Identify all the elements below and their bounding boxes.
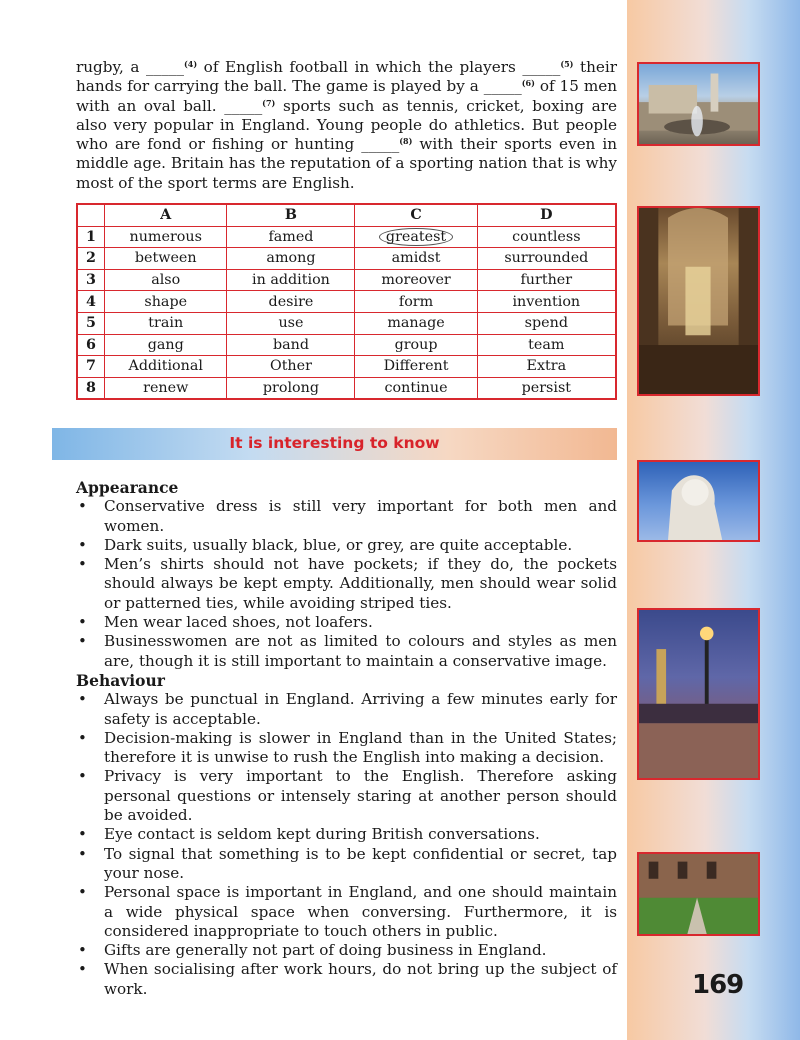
header-blank	[77, 204, 105, 226]
row-number: 2	[77, 248, 105, 270]
option-b: famed	[227, 226, 355, 248]
row-number: 4	[77, 291, 105, 313]
footnote-8: (8)	[399, 136, 413, 147]
page-number: 169	[692, 970, 744, 1000]
option-b: prolong	[227, 377, 355, 399]
option-d: Extra	[477, 356, 616, 378]
option-d: invention	[477, 291, 616, 313]
photo-big-ben-night	[637, 608, 760, 780]
header-a: A	[105, 204, 227, 226]
photo-city-square	[637, 62, 760, 146]
option-a: between	[105, 248, 227, 270]
behaviour-heading: Behaviour	[76, 670, 165, 690]
option-a: renew	[105, 377, 227, 399]
row-number: 6	[77, 334, 105, 356]
table-row	[77, 248, 616, 270]
bullet-icon: •	[78, 690, 87, 709]
photo-lion-statue	[637, 460, 760, 542]
option-c	[355, 226, 477, 248]
row-number: 8	[77, 377, 105, 399]
bullet-icon: •	[78, 632, 87, 651]
bullet-icon: •	[78, 613, 87, 632]
intro-paragraph: rugby, a _____$^{(4)}$ of English football in which the players _____$^{(5)}$ their hands for carrying the ball. The game is played by a _____$^{(6)}$ of 15 men with an oval ball. _____$^{(7)}$ sports such as tennis, cricket, boxing are also very popular in England. Young people do athletics. But people who are fond or fishing or hunting _____$^{(8)}$ with their sports even in middle age. Britain has the reputation of a sporting nation that is why most of the sport terms are English.	[76, 58, 617, 192]
table-row	[77, 377, 616, 399]
option-d: persist	[477, 377, 616, 399]
photo-cathedral-interior	[637, 206, 760, 396]
option-c: group	[355, 334, 477, 356]
option-d: surrounded	[477, 248, 616, 270]
table-row	[77, 334, 616, 356]
list-item: • Eye contact is seldom kept during British conversations.	[78, 825, 540, 844]
option-b: use	[227, 312, 355, 334]
option-d: countless	[477, 226, 616, 248]
list-item: • Gifts are generally not part of doing business in England.	[78, 941, 547, 960]
bullet-icon: •	[78, 941, 87, 960]
header-d: D	[477, 204, 616, 226]
option-c: continue	[355, 377, 477, 399]
option-c: manage	[355, 312, 477, 334]
table-row	[77, 291, 616, 313]
table-header-row	[77, 204, 616, 226]
appearance-heading: Appearance	[76, 478, 179, 497]
row-number: 5	[77, 312, 105, 334]
option-a: train	[105, 312, 227, 334]
option-b: Other	[227, 356, 355, 378]
list-item: • Conservative dress is still very important for both men and women.	[78, 497, 617, 535]
bullet-icon: •	[78, 767, 87, 786]
option-b: in addition	[227, 269, 355, 291]
bullet-icon: •	[78, 555, 87, 574]
table-row	[77, 356, 616, 378]
row-number: 1	[77, 226, 105, 248]
option-b: band	[227, 334, 355, 356]
etiquette-notes	[76, 478, 617, 999]
option-a: also	[105, 269, 227, 291]
list-item: • Personal space is important in England, and one should maintain a wide physical space when conversing. Furthermore, it is considered inappropriate to touch others in public.	[78, 883, 617, 940]
option-a: gang	[105, 334, 227, 356]
row-number: 3	[77, 269, 105, 291]
option-b: desire	[227, 291, 355, 313]
section-banner	[52, 428, 617, 460]
bullet-icon: •	[78, 728, 87, 747]
list-item: • When socialising after work hours, do not bring up the subject of work.	[78, 960, 617, 998]
list-item: • Men wear laced shoes, not loafers.	[78, 613, 373, 632]
list-item: • Men’s shirts should not have pockets; if they do, the pockets should always be kept empty. Additionally, men should wear solid or patterned ties, while avoiding striped ties.	[78, 555, 617, 612]
bullet-icon: •	[78, 497, 87, 516]
banner-title: It is interesting to know	[229, 434, 440, 452]
option-c: moreover	[355, 269, 477, 291]
footnote-5: (5)	[560, 59, 574, 69]
option-c: amidst	[355, 248, 477, 270]
row-number: 7	[77, 356, 105, 378]
list-item: • To signal that something is to be kept confidential or secret, tap your nose.	[78, 844, 617, 882]
appearance-list	[76, 497, 617, 671]
option-d: team	[477, 334, 616, 356]
photo-college-courtyard	[637, 852, 760, 936]
list-item: • Decision-making is slower in England than in the United States; therefore it is unwise to rush the English into making a decision.	[78, 728, 617, 767]
list-item: • Businesswomen are not as limited to colours and styles as men are, though it is still important to maintain a conservative image.	[78, 632, 617, 670]
table-row	[77, 226, 616, 248]
option-a: Additional	[105, 356, 227, 378]
bullet-icon: •	[78, 883, 87, 902]
behaviour-list	[76, 690, 617, 999]
option-c: form	[355, 291, 477, 313]
header-c: C	[355, 204, 477, 226]
list-item: • Dark suits, usually black, blue, or grey, are quite acceptable.	[78, 535, 573, 554]
list-item: • Privacy is very important to the English. Therefore asking personal questions or intensely staring at another person should be avoided.	[78, 767, 617, 825]
option-a: shape	[105, 291, 227, 313]
option-d: spend	[477, 312, 616, 334]
table-row	[77, 269, 616, 291]
bullet-icon: •	[78, 960, 87, 979]
option-c: Different	[355, 356, 477, 378]
option-d: further	[477, 269, 616, 291]
circled-answer: greatest	[379, 228, 453, 246]
bullet-icon: •	[78, 825, 87, 844]
answer-options-table	[76, 203, 617, 400]
bullet-icon: •	[78, 844, 87, 863]
header-b: B	[227, 204, 355, 226]
option-a: numerous	[105, 226, 227, 248]
footnote-4: (4)	[184, 59, 198, 69]
list-item: • Always be punctual in England. Arriving a few minutes early for safety is acceptable.	[78, 690, 617, 728]
footnote-7: (7)	[262, 97, 276, 108]
table-row	[77, 312, 616, 334]
option-b: among	[227, 248, 355, 270]
bullet-icon: •	[78, 535, 87, 554]
footnote-6: (6)	[521, 78, 535, 89]
